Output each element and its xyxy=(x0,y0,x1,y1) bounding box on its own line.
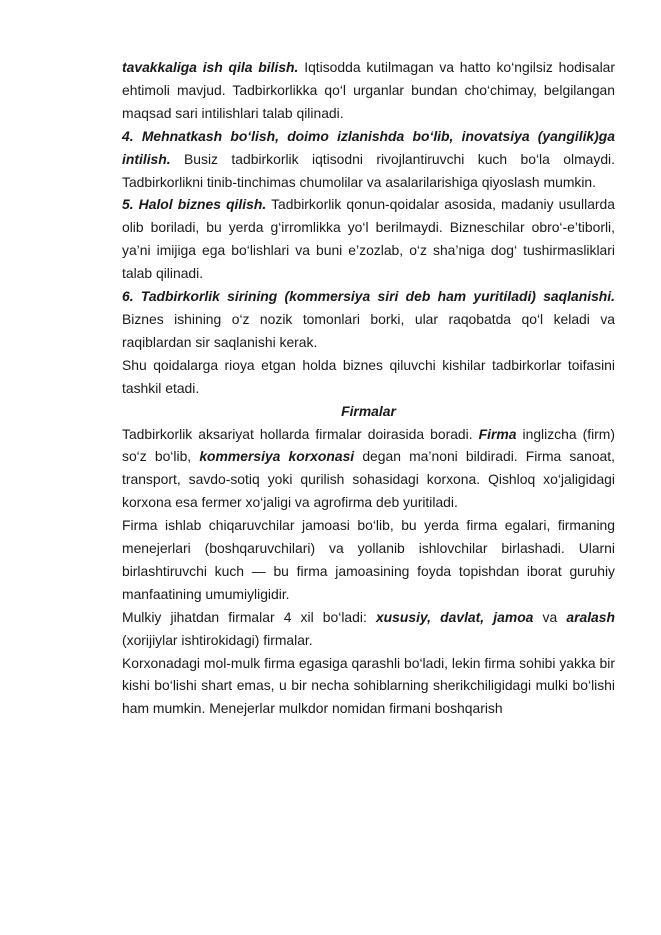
paragraph-firm-collective: Firma ishlab chiqaruvchilar jamoasi bo‘lib, bu yerda firma egalari, firmaning menejerlari (boshqaruvchilari) va yollanib ishlovchilar birlashadi. Ularni birlashtiruvchi kuch — bu firma jamoasining foyda topishdan iborat guruhiy manfaatining umumiyligidir. xyxy=(122,517,615,602)
paragraph-text: Busiz tadbirkorlik iqtisodni rivojlantiruvchi kuch bo‘la olmaydi. Tadbirkorlikni tinib-tinchimas chumolilar va asalarilarishiga qiyoslash mumkin. xyxy=(122,150,615,190)
paragraph-diligence xyxy=(122,125,615,194)
term-firma: Firma xyxy=(478,425,517,442)
paragraph-property: Korxonadagi mol-mulk firma egasiga qarashli bo‘ladi, lekin firma sohibi yakka bir kishi bo‘lishi shart emas, u bir necha sohiblarning sherikchiligidagi mulki bo‘lishi ham mumkin. Menejerlar mulkdor nomidan firmani boshqarish xyxy=(122,654,615,717)
paragraph-honest-business xyxy=(122,193,615,285)
paragraph-lead: 4. Mehnatkash bo‘lish, doimo izlanishda bo‘lib, inovatsiya (yangilik)ga intilish. xyxy=(122,127,615,167)
text-run: inglizcha (firm) so‘z bo‘lib, xyxy=(122,425,615,465)
paragraph-trade-secret xyxy=(122,285,615,354)
text-run: (xorijiylar ishtirokidagi) firmalar. xyxy=(122,631,313,648)
paragraph-firm-definition xyxy=(122,423,615,515)
text-run: Tadbirkorlik aksariyat hollarda firmalar doirasida boradi. xyxy=(122,425,479,442)
text-run: degan ma’noni bildiradi. Firma sanoat, transport, savdo-sotiq yoki qurilish sohasidagi korxona. Qishloq xo‘jaligidagi korxona esa fermer xo‘jaligi va agrofirma deb yuritiladi. xyxy=(122,448,616,511)
term-mixed: aralash xyxy=(566,608,615,625)
paragraph-ownership-types xyxy=(122,606,615,652)
paragraph-text: Iqtisodda kutilmagan va hatto ko‘ngilsiz hodisalar ehtimoli mavjud. Tadbirkorlikka qo‘l urganlar bundan cho‘chimay, belgilangan maqsad sari intilishlari talab qilinadi. xyxy=(122,59,616,121)
section-heading: Firmalar xyxy=(341,402,396,419)
paragraph-lead: 6. Tadbirkorlik sirining (kommersiya siri deb ham yuritiladi) saqlanishi. xyxy=(122,288,615,305)
text-run: va xyxy=(533,608,567,625)
paragraph-text: Biznes ishining o‘z nozik tomonlari borki, ular raqobatda qo‘l keladi va raqiblardan sir saqlanishi kerak. xyxy=(122,310,615,350)
paragraph-risk xyxy=(122,56,615,125)
paragraph-summary: Shu qoidalarga rioya etgan holda biznes qiluvchi kishilar tadbirkorlar toifasini tashkil etadi. xyxy=(122,356,615,396)
paragraph-lead: tavakkaliga ish qila bilish. xyxy=(122,59,299,75)
paragraph-text: Tadbirkorlik qonun-qoidalar asosida, madaniy usullarda olib boriladi, bu yerda g‘irromlikka yo‘l berilmaydi. Bizneschilar obro‘-e’tiborli, ya’ni imijiga ega bo‘lishlari va buni e’zozlab, o‘z sha’niga dog‘ tushirmasliklari talab qilinadi. xyxy=(122,196,616,282)
text-run: Mulkiy jihatdan firmalar 4 xil bo‘ladi: xyxy=(122,608,376,625)
term-ownership-types: xususiy, davlat, jamoa xyxy=(375,608,534,625)
paragraph-lead: 5. Halol biznes qilish. xyxy=(122,196,267,213)
document-page xyxy=(122,56,615,720)
term-commercial-enterprise: kommersiya korxonasi xyxy=(199,448,355,465)
